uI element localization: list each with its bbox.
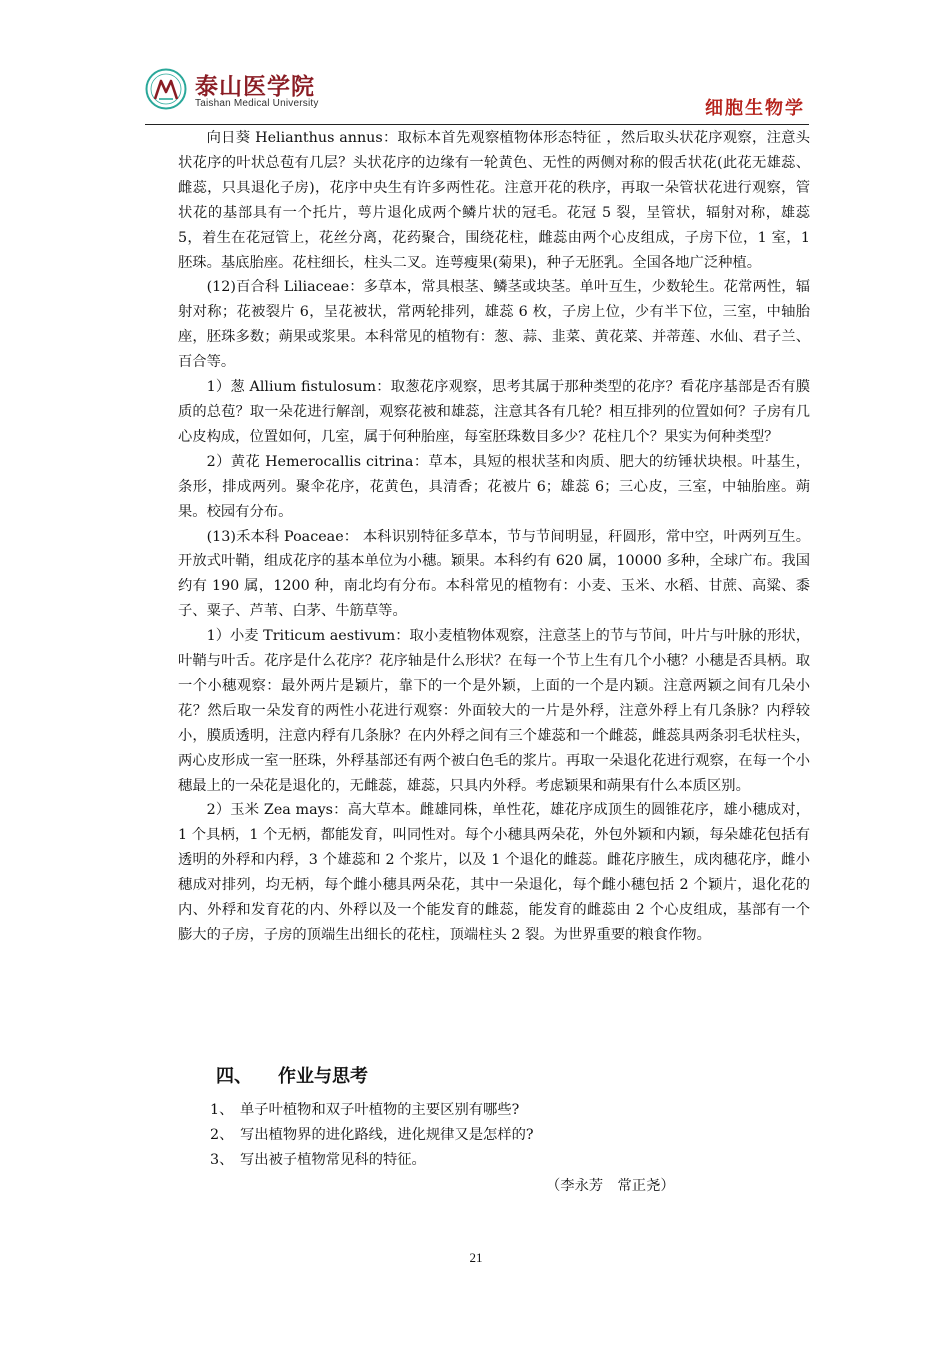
course-title: 细胞生物学 xyxy=(705,98,805,119)
paragraph-hemerocallis: 2）黄花 Hemerocallis citrina：草本，具短的根状茎和肉质、肥大的纺锤状块根。叶基生，条形，排成两列。聚伞花序，花黄色，具清香；花被片 6；雄蕊 6；三心皮，三室，中轴胎座。蒴果。校园有分布。 xyxy=(178,453,810,520)
question-text: 写出被子植物常见科的特征。 xyxy=(240,1152,426,1168)
paragraph-zea: 2）玉米 Zea mays：高大草本。雌雄同株，单性花，雄花序成顶生的圆锥花序，雄小穗成对，1 个具柄，1 个无柄，都能发育，叫同性对。每个小穗具两朵花，外包外颖和内颖，每朵雄花包括有透明的外稃和内稃，3 个雄蕊和 2 个浆片，以及 1 个退化的雌蕊。雌花序腋生，成肉穗花序，雌小穗成对排列，均无柄，每个雌小穗具两朵花，其中一朵退化，每个雌小穗包括 2 个颖片，退化花的内、外稃和发育花的内、外稃以及一个能发育的雌蕊，能发育的雌蕊由 2 个心皮组成，基部有一个膨大的子房，子房的顶端生出细长的花柱，顶端柱头 2 裂。为世界重要的粮食作物。 xyxy=(178,802,810,943)
paragraph-allium: 1）葱 Allium fistulosum：取葱花序观察，思考其属于那种类型的花序？看花序基部是否有膜质的总苞？取一朵花进行解剖，观察花被和雄蕊，注意其各有几轮？相互排列的位置如何？子房有几心皮构成，位置如何，几室，属于何种胎座，每室胚珠数目多少？花柱几个？果实为何种类型？ xyxy=(178,379,810,445)
section-heading xyxy=(216,1062,368,1088)
question-text: 单子叶植物和双子叶植物的主要区别有哪些? xyxy=(240,1102,520,1118)
paragraph-liliaceae: (12)百合科 Liliaceae：多草本，常具根茎、鳞茎或块茎。单叶互生，少数轮生。花常两性，辐射对称；花被裂片 6，呈花被状，常两轮排列，雄蕊 6 枚，子房上位，少有半下位，三室，中轴胎座，胚珠多数；蒴果或浆果。本科常见的植物有：葱、蒜、韭菜、黄花菜、并蒂莲、水仙、君子兰、百合等。 xyxy=(178,279,810,371)
list-item xyxy=(210,1148,790,1173)
question-number: 3、 xyxy=(210,1152,234,1168)
body-text xyxy=(178,126,810,948)
section-title: 作业与思考 xyxy=(278,1066,368,1087)
question-text: 写出植物界的进化路线，进化规律又是怎样的? xyxy=(240,1127,534,1143)
university-logo-icon xyxy=(145,68,187,110)
university-name-cn: 泰山医学院 xyxy=(195,73,315,100)
page-header xyxy=(145,60,809,125)
university-name-en: Taishan Medical University xyxy=(195,98,319,109)
list-item xyxy=(210,1123,790,1148)
list-item xyxy=(210,1098,790,1123)
question-list xyxy=(210,1098,790,1173)
paragraph-poaceae: (13)禾本科 Poaceae： 本科识别特征多草本，节与节间明显，秆圆形，常中空，叶两列互生。开放式叶鞘，组成花序的基本单位为小穗。颖果。本科约有 620 属，10000 多种，全球广布。我国约有 190 属，1200 种，南北均有分布。本科常见的植物有：小麦、玉米、水稻、甘蔗、高粱、黍子、粟子、芦苇、白茅、牛筋草等。 xyxy=(178,528,810,620)
paragraph-helianthus: 向日葵 Helianthus annus：取标本首先观察植物体形态特征 ，然后取头状花序观察，注意头状花序的叶状总苞有几层？头状花序的边缘有一轮黄色、无性的两侧对称的假舌状花(此花无雄蕊、雌蕊，只具退化子房)，花序中央生有许多两性花。注意开花的秩序，再取一朵管状花进行观察，管状花的基部具有一个托片，萼片退化成两个鳞片状的冠毛。花冠 5 裂，呈管状，辐射对称，雄蕊 5，着生在花冠管上，花丝分离，花药聚合，围绕花柱，雌蕊由两个心皮组成，子房下位，1 室，1 胚珠。基底胎座。花柱细长，柱头二叉。连萼瘦果(菊果)，种子无胚乳。全国各地广泛种植。 xyxy=(178,130,810,271)
question-number: 2、 xyxy=(210,1127,234,1143)
question-number: 1、 xyxy=(210,1102,234,1118)
page-number: 21 xyxy=(469,1250,483,1265)
paragraph-triticum: 1）小麦 Triticum aestivum：取小麦植物体观察，注意茎上的节与节间，叶片与叶脉的形状，叶鞘与叶舌。花序是什么花序？花序轴是什么形状？在每一个节上生有几个小穗？小穗是否具柄。取一个小穗观察：最外两片是颖片，靠下的一个是外颖，上面的一个是内颖。注意两颖之间有几朵小花？然后取一朵发育的两性小花进行观察：外面较大的一片是外稃，注意外稃上有几条脉？内稃较小，膜质透明，注意内稃有几条脉？在内外稃之间有三个雄蕊和一个雌蕊，雌蕊具两条羽毛状柱头，两心皮形成一室一胚珠，外稃基部还有两个被白色毛的浆片。再取一朵退化花进行观察，在每一个小穗最上的一朵花是退化的，无雌蕊，雄蕊，只具内外稃。考虑颖果和蒴果有什么本质区别。 xyxy=(178,628,810,794)
section-number: 四、 xyxy=(216,1066,252,1087)
authors: （李永芳 常正尧） xyxy=(546,1178,675,1194)
